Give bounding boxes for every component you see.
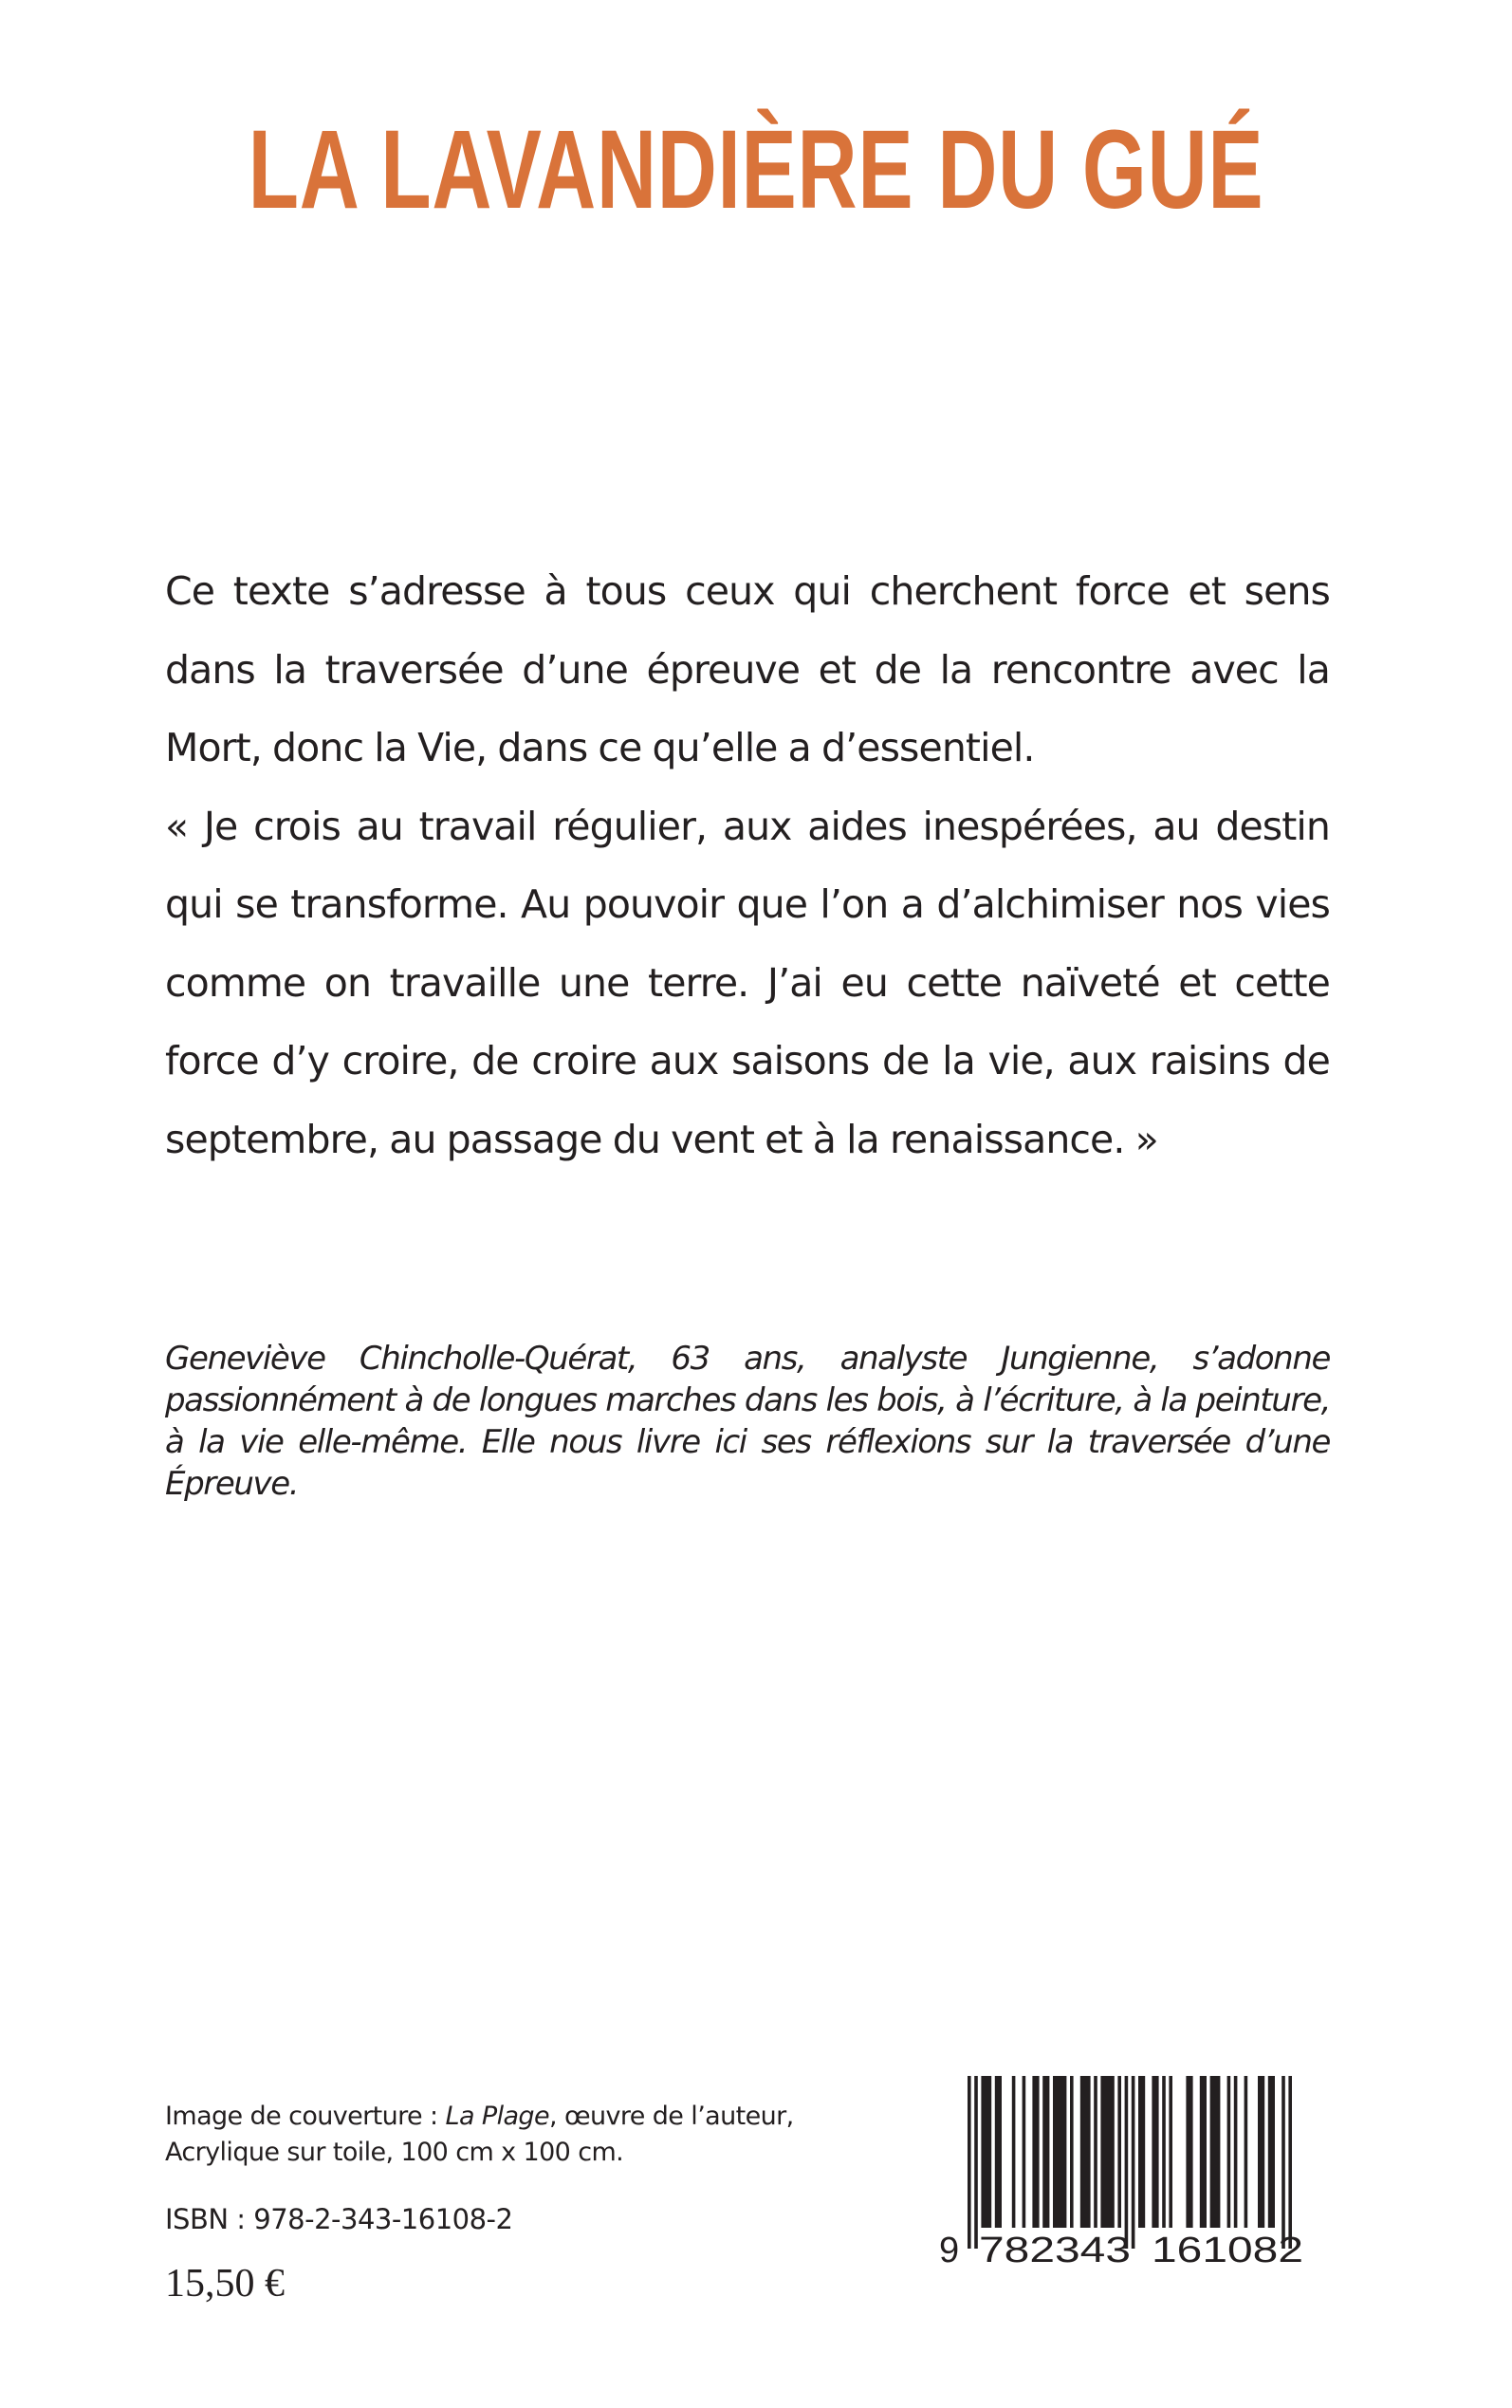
author-bio-text-end: Épreuve. (165, 1465, 299, 1503)
isbn: ISBN : 978-2-343-16108-2 (165, 2203, 513, 2235)
blurb-quote-paragraph: « Je crois au travail régulier, aux aides inespérées, au destin qui se transforme. Au pouvoir que l’on a d’alchimiser nos vies comme on travaille une terre. J’ai eu cette naïveté et cette force d’y croire, de croire aux saisons de la vie, aux raisins de septembre, au passage du vent et à la renaissance. » (165, 803, 1330, 1162)
credits-label: Image de couverture : (165, 2102, 446, 2131)
book-title: LA LAVANDIÈRE DU GUÉ (248, 107, 1264, 232)
price: 15,50 € (165, 2262, 285, 2306)
barcode-bar-9 (1070, 2076, 1074, 2228)
barcode-bar-13 (1117, 2076, 1121, 2228)
barcode-bar-23 (1227, 2076, 1231, 2228)
cover-image-credits (165, 2099, 905, 2171)
barcode-bar-20 (1186, 2076, 1192, 2228)
author-bio-text: Geneviève Chincholle-Quérat, 63 ans, analyste Jungienne, s’adonne passionnément à de longues marches dans les bois, à l’écriture, à la peinture, à la vie elle-même. Elle nous livre ici ses réflexions sur la traversée d’une (165, 1340, 1330, 1461)
barcode-bar-11 (1094, 2076, 1097, 2228)
barcode-bar-17 (1152, 2076, 1158, 2228)
barcode-bar-2 (981, 2076, 991, 2228)
barcode-right-digits: 161082 (1152, 2231, 1303, 2266)
barcode-bar-3 (995, 2076, 1002, 2228)
barcode-bar-24 (1234, 2076, 1238, 2228)
barcode-bar-27 (1268, 2076, 1275, 2228)
barcode-bar-25 (1245, 2076, 1248, 2228)
barcode-left-digits: 782343 (979, 2231, 1131, 2266)
barcode-guard-bar-14 (1125, 2076, 1129, 2249)
barcode-bar-4 (1012, 2076, 1016, 2228)
blurb (165, 552, 1330, 1178)
barcode-bar-19 (1169, 2076, 1172, 2228)
barcode-bar-26 (1258, 2076, 1264, 2228)
barcode-guard-bar-29 (1288, 2076, 1292, 2249)
credits-line-1-rest: , œuvre de l’auteur, (548, 2102, 794, 2131)
author-bio (165, 1338, 1330, 1505)
barcode-bar-12 (1100, 2076, 1114, 2228)
barcode-first-digit: 9 (939, 2231, 960, 2266)
barcode-bar-8 (1053, 2076, 1066, 2228)
barcode-bar-7 (1042, 2076, 1049, 2228)
barcode-guard-bar-28 (1282, 2076, 1285, 2249)
barcode-bar-21 (1200, 2076, 1207, 2228)
credits-line-1 (165, 2099, 905, 2135)
barcode-graphic (939, 2076, 1323, 2266)
barcode-guard-bar-15 (1132, 2076, 1135, 2249)
artwork-title: La Plage (445, 2102, 549, 2131)
barcode-bar-16 (1138, 2076, 1145, 2228)
barcode-bar-6 (1032, 2076, 1039, 2228)
barcode-bar-22 (1210, 2076, 1221, 2228)
barcode-bar-10 (1080, 2076, 1091, 2228)
barcode-bar-18 (1162, 2076, 1166, 2228)
barcode-bars (968, 2076, 1292, 2249)
credits-line-2: Acrylique sur toile, 100 cm x 100 cm. (165, 2138, 624, 2167)
barcode (939, 2076, 1323, 2266)
blurb-paragraph-1: Ce texte s’adresse à tous ceux qui cherchent force et sens dans la traversée d’une épreuve et de la rencontre avec la Mort, donc la Vie, dans ce qu’elle a d’essentiel. (165, 568, 1330, 770)
barcode-guard-bar-1 (974, 2076, 978, 2249)
barcode-bar-5 (1023, 2076, 1026, 2228)
barcode-guard-bar-0 (968, 2076, 971, 2249)
